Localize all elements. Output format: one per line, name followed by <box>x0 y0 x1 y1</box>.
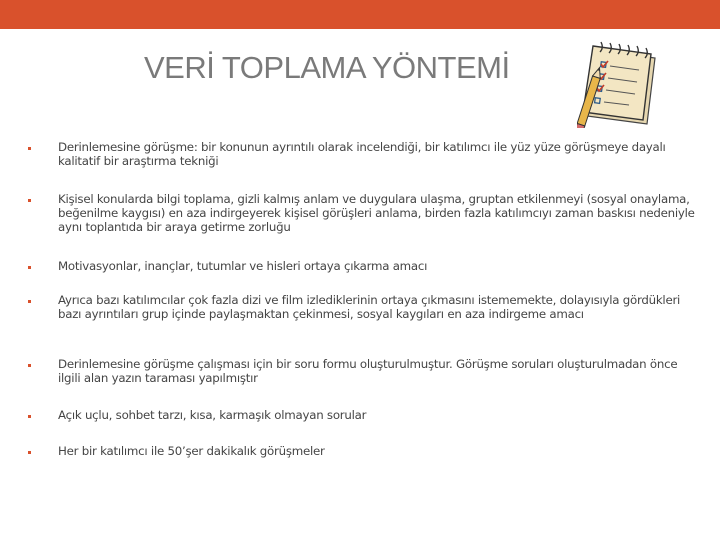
bullet-text: Derinlemesine görüşme çalışması için bir soru formu oluşturulmuştur. Görüşme soruları oluşturulmadan önce ilgili alan yazın taraması yapılmıştır <box>58 357 678 385</box>
bullet-item <box>28 357 700 385</box>
slide-title: VERİ TOPLAMA YÖNTEMİ <box>144 50 510 85</box>
bullet-item <box>28 192 700 234</box>
bullet-marker <box>28 199 31 202</box>
bullet-marker <box>28 364 31 367</box>
notepad-pencil-icon <box>577 40 667 128</box>
bullet-text: Motivasyonlar, inançlar, tutumlar ve hisleri ortaya çıkarma amacı <box>58 259 428 273</box>
bullet-marker <box>28 266 31 269</box>
bullet-item <box>28 259 700 273</box>
slide-top-bar <box>0 0 720 29</box>
bullet-marker <box>28 415 31 418</box>
bullet-marker <box>28 300 31 303</box>
bullet-text: Derinlemesine görüşme: bir konunun ayrıntılı olarak incelendiği, bir katılımcı ile yüz yüze görüşmeye dayalı kalitatif bir araştırma tekniği <box>58 140 666 168</box>
bullet-text: Her bir katılımcı ile 50’şer dakikalık görüşmeler <box>58 444 325 458</box>
bullet-text: Açık uçlu, sohbet tarzı, kısa, karmaşık olmayan sorular <box>58 408 367 422</box>
bullet-text: Ayrıca bazı katılımcılar çok fazla dizi ve film izlediklerinin ortaya çıkmasını istememekte, dolayısıyla gördükleri bazı ayrıntıları grup içinde paylaşmaktan çekinmesi, sosyal kaygıları en aza indirgeme amacı <box>58 293 681 321</box>
bullet-item <box>28 140 700 168</box>
bullet-marker <box>28 451 31 454</box>
bullet-item <box>28 293 700 321</box>
bullet-item <box>28 444 700 458</box>
bullet-item <box>28 408 700 422</box>
bullet-text: Kişisel konularda bilgi toplama, gizli kalmış anlam ve duygulara ulaşma, gruptan etkilenmeyi (sosyal onaylama, beğenilme kaygısı) en aza indirgeyerek kişisel görüşleri anlama, birden fazla katılımcıyı zaman baskısı nedeniyle aynı toplantıda bir araya getirme zorluğu <box>58 192 695 234</box>
bullet-marker <box>28 147 31 150</box>
